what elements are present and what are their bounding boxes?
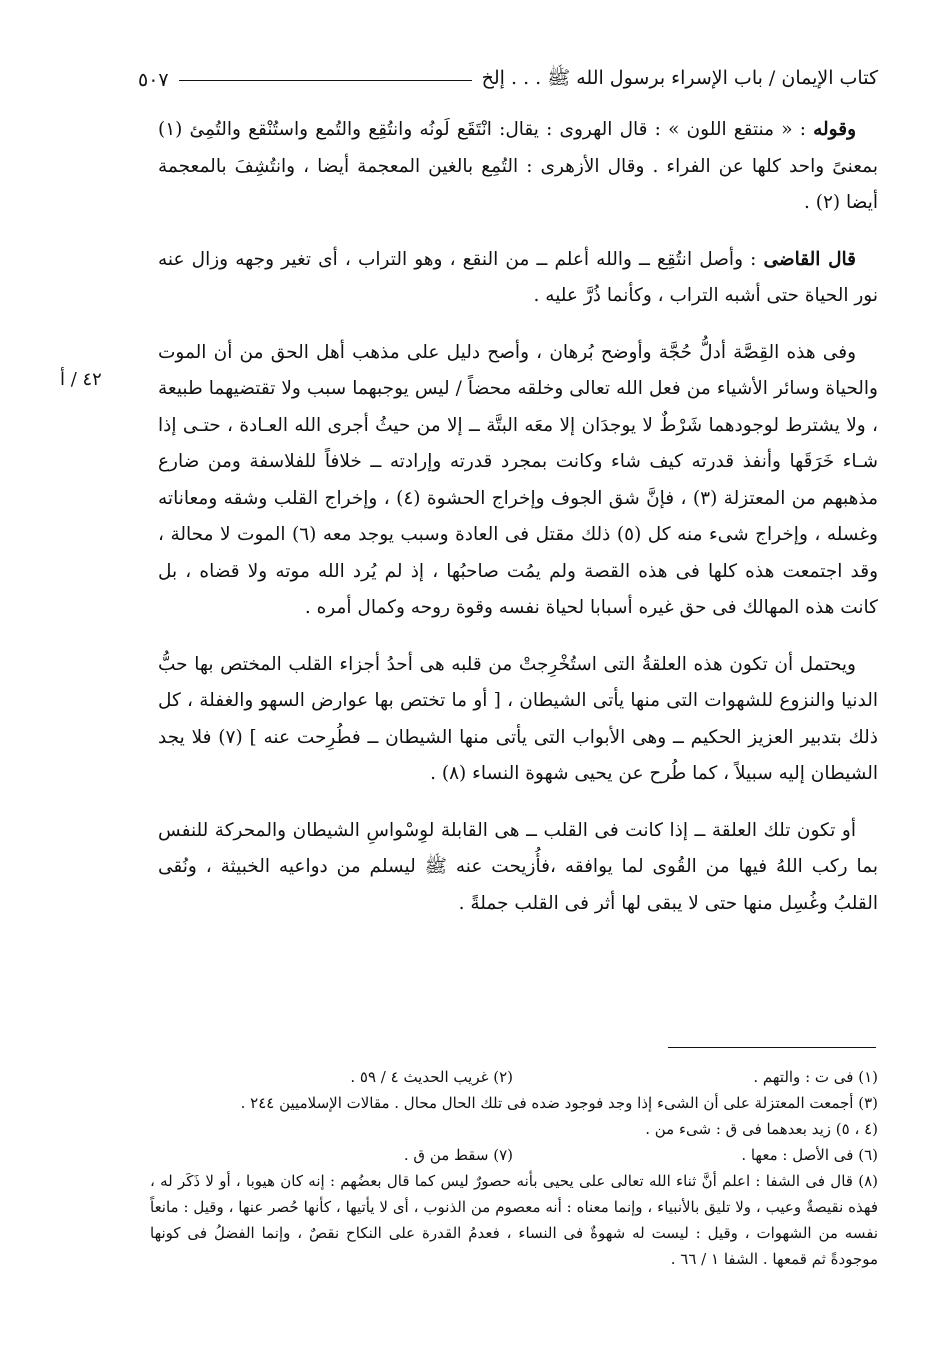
main-text [158,112,878,942]
footnote: (٤ ، ٥) زيد بعدهما فى ق : شىء من . [645,1120,878,1138]
footnote: (١) فى ت : والتهم . [753,1068,878,1086]
paragraph-text: : وأصل انتُقِع ــ والله أعلم ــ من النقع ، وهو التراب ، أى تغير وجهه وزال عنه نور الحياة حتى أشبه التراب ، وكأنما ذُرَّ عليه . [158,248,878,306]
running-header [138,62,878,98]
margin-folio-note: ٤٢ / أ [60,369,102,390]
paragraph-text: وفى هذه القِصَّة أدلُّ حُجَّة وأوضح بُرهان ، وأصح دليل على مذهب أهل الحق من أن الموت والحياة وسائر الأشياء من فعل الله تعالى وخلقه محضاً / ليس يوجبهما سبب ولا تقتضيهما طبيعة ، ولا يشترط لوجودهما شَرْطٌ لا يوجدَان إلا معَه البتَّة ــ إلا من حيثُ أجرى الله العـادة ، حتـى إذا شـاء خَرَقَها وأنفذ قدرته كيف شاء وكانت بمجرد قدرته وإرادته ــ خلافاً للفلاسفة ومن ضارع مذهبهم من المعتزلة (٣) ، فإنَّ شق الجوف وإخراج الحشوة (٤) ، وإخراج القلب وشقه ومعاناته وغسله ، وإخراج شىء منه كل (٥) ذلك مقتل فى العادة وسبب يوجد معه (٦) الموت لا محالة ، وقد اجتمعت هذه كلها فى هذه القصة ولم يمُت صاحبُها ، إذ لم يُرد الله موته ولا قضاه ، بل كانت هذه المهالك فى حق غيره أسبابا لحياة نفسه وقوة روحه وكمال أمره . [158,341,878,618]
footnote-row [150,1064,878,1090]
paragraph-text: أو تكون تلك العلقة ــ إذا كانت فى القلب ــ هى القابلة لوِسْواسِ الشيطان والمحركة للنفس بما ركب اللهُ فيها من القُوى لما يوافقه ،فأُزيحت عنه ﷺ ليسلم من دواعيه الخبيثة ، ونُقى القلبُ وغُسِل منها حتى لا يبقى لها أثر فى القلب جملةً . [158,819,878,914]
paragraph-lead: قال القاضى [763,248,856,270]
paragraph-text: ويحتمل أن تكون هذه العلقةُ التى استُخْرِجتْ من قلبه هى أحدُ أجزاء القلب المختص بها حبُّ الدنيا والنزوع للشهوات التى منها يأتى الشيطان ، [ أو ما تختص بها عوارض السهو والغفلة ، كل ذلك بتدبير العزيز الحكيم ــ وهى الأبواب التى يأتى منها الشيطان ــ فطُرِحت عنه ] (٧) فلا يجد الشيطان إليه سبيلاً ، كما طُرح عن يحيى شهوة النساء (٨) . [158,653,879,784]
paragraph [158,112,878,222]
page-number: ٥٠٧ [138,69,169,91]
footnote-rule [668,1047,876,1048]
footnote: (٨) قال فى الشفا : اعلم أنَّ ثناء الله تعالى على يحيى بأنه حصورٌ ليس كما قال بعضُهم : إنه كان هيوبا ، أو لا ذَكَر له ، فهذه نقيصةٌ وعيب ، ولا تليق بالأنبياء ، وإنما معناه : أنه معصوم من الذنوب ، أى لا يأتيها ، كأنها حُصر عنها ، وقيل : مانعاً نفسه من الشهوات ، وقيل : ليست له شهوةٌ فى النساء ، فعدمُ القدرة على النكاح نقصٌ ، وإنما الفضلُ فى كونها موجودةً ثم قمعها . الشفا ١ / ٦٦ . [150,1172,878,1268]
footnote: (٣) أجمعت المعتزلة على أن الشىء إذا وجد فوجود ضده فى تلك الحال محال . مقالات الإسلاميين ٢٤٤ . [240,1094,878,1112]
paragraph [158,335,878,627]
paragraph [158,242,878,315]
header-title: كتاب الإيمان / باب الإسراء برسول الله ﷺ . . . إلخ [481,67,878,89]
paragraph [158,647,878,793]
footnote: (٦) فى الأصل : معها . [741,1146,878,1164]
footnote-row [150,1142,878,1168]
footnote: (٢) غريب الحديث ٤ / ٥٩ . [350,1068,513,1086]
footnote: (٧) سقط من ق . [403,1146,513,1164]
footnotes [150,1064,878,1272]
paragraph-text: : « منتقع اللون » : قال الهروى : يقال: انْتَقَع لَونُه وانتُقِع والتُمع واستُنْقع والتُمِئ (١) بمعنىً واحد كلها عن الفراء . وقال الأزهرى : التُمِع بالغين المعجمة أيضا ، وانتُشِفَ بالمعجمة أيضا (٢) . [158,119,878,213]
paragraph [158,813,878,923]
paragraph-lead: وقوله [813,119,856,140]
header-rule [179,80,472,81]
